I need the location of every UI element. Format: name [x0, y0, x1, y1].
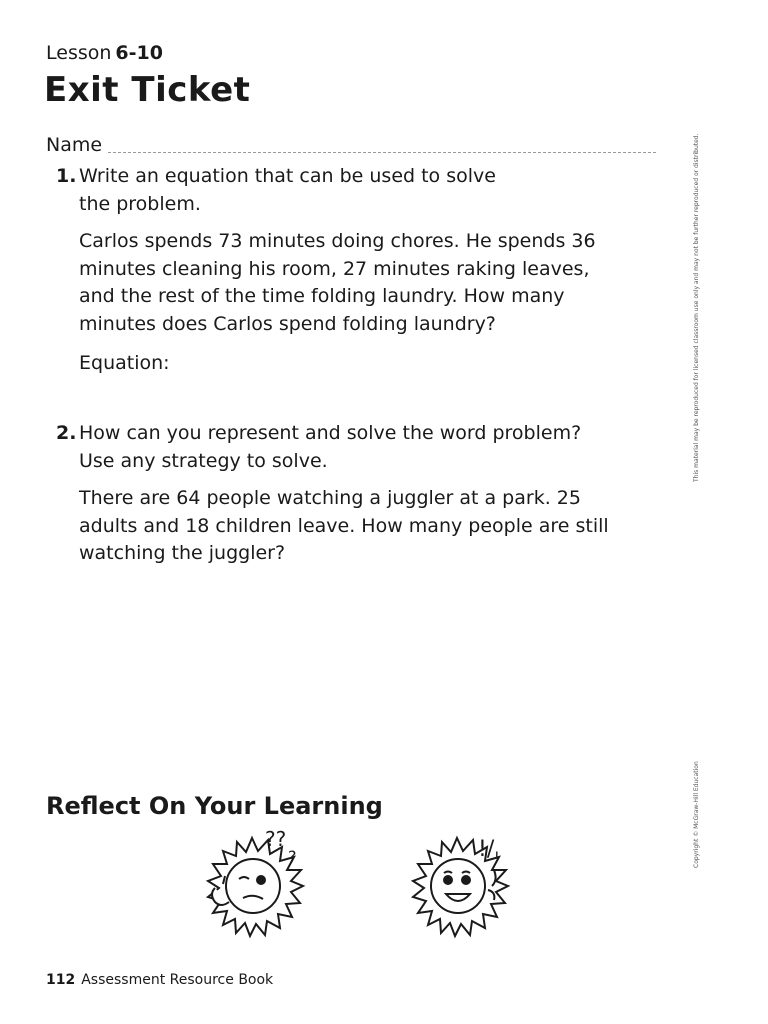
- svg-text:!: !: [494, 850, 500, 866]
- understanding-sun-icon[interactable]: [400, 826, 515, 941]
- question-prompt: Write an equation that can be used to solve the problem.: [79, 165, 496, 215]
- svg-text:!/: !/: [478, 837, 495, 862]
- reflect-heading: Reflect On Your Learning: [46, 792, 383, 820]
- answer-label: Equation:: [79, 352, 170, 374]
- name-field[interactable]: [46, 130, 656, 156]
- lesson-number: 6-10: [115, 42, 163, 64]
- name-line[interactable]: [108, 151, 656, 153]
- lesson-label-text: Lesson: [46, 42, 112, 64]
- question-number: 2.: [56, 422, 77, 444]
- question-problem: There are 64 people watching a juggler at a park. 25 adults and 18 children leave. How many people are still watching the juggler?: [79, 487, 609, 564]
- question-problem: Carlos spends 73 minutes doing chores. He spends 36 minutes cleaning his room, 27 minutes raking leaves, and the rest of the time folding laundry. How many minutes does Carlos spend folding laundry?: [79, 230, 596, 335]
- svg-text:??: ??: [265, 827, 287, 851]
- page-number: 112: [46, 972, 76, 988]
- book-title: Assessment Resource Book: [81, 972, 274, 988]
- page-footer: [46, 972, 273, 988]
- question-number: 1.: [56, 165, 77, 187]
- copyright-notice: Copyright © McGraw-Hill Education: [693, 761, 700, 868]
- lesson-label: [46, 42, 163, 64]
- confused-sun-icon[interactable]: [195, 826, 310, 941]
- question-prompt: How can you represent and solve the word problem? Use any strategy to solve.: [79, 422, 582, 472]
- question-2: [56, 420, 646, 578]
- question-1: [56, 163, 646, 388]
- name-label: Name: [46, 134, 103, 156]
- svg-text:?: ?: [288, 847, 297, 866]
- permission-notice: This material may be reproduced for licensed classroom use only and may not be further reproduced or distributed.: [693, 133, 700, 482]
- page-title: Exit Ticket: [44, 70, 251, 110]
